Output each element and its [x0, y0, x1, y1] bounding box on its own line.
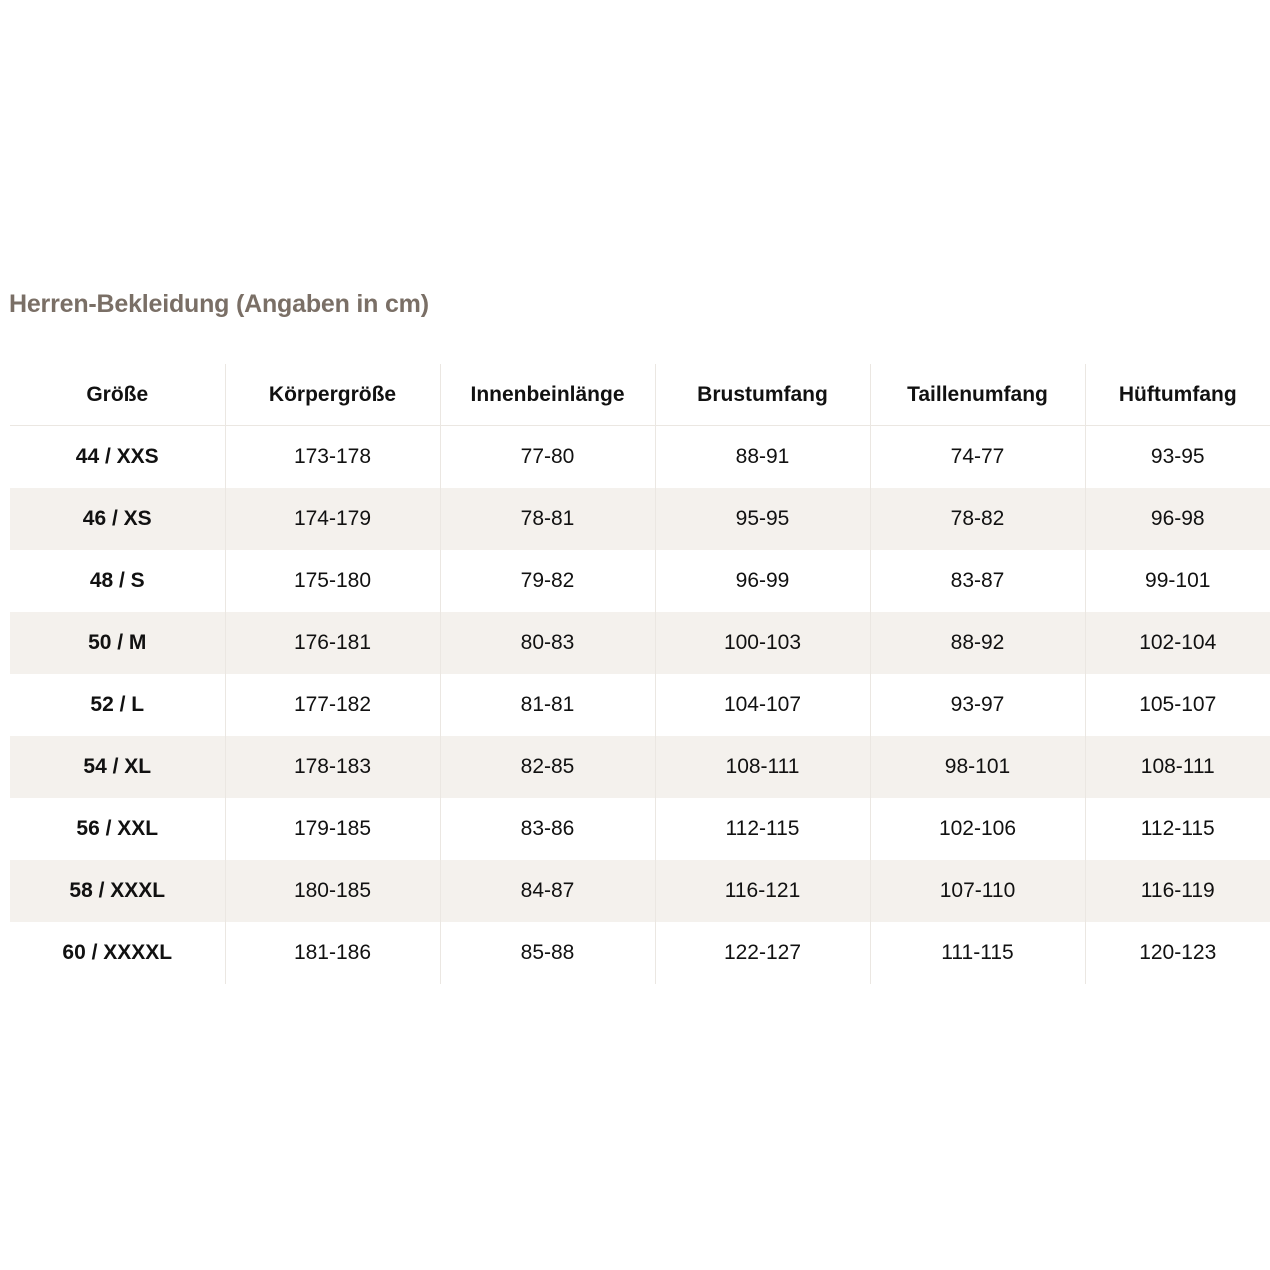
hip-cell: 112-115 — [1085, 798, 1270, 860]
chest-cell: 100-103 — [655, 612, 870, 674]
header-body-height: Körpergröße — [225, 364, 440, 426]
inseam-cell: 82-85 — [440, 736, 655, 798]
waist-cell: 111-115 — [870, 922, 1085, 984]
hip-cell: 96-98 — [1085, 488, 1270, 550]
waist-cell: 83-87 — [870, 550, 1085, 612]
waist-cell: 78-82 — [870, 488, 1085, 550]
size-cell: 56 / XXL — [76, 817, 159, 840]
size-cell: 54 / XL — [10, 736, 225, 798]
chest-cell: 104-107 — [655, 674, 870, 736]
table-row — [10, 550, 1270, 612]
waist-cell: 93-97 — [870, 674, 1085, 736]
chest-cell: 88-91 — [655, 426, 870, 489]
header-waist: Taillenumfang — [870, 364, 1085, 426]
hip-cell: 120-123 — [1085, 922, 1270, 984]
body-height-cell: 175-180 — [225, 550, 440, 612]
size-cell: 58 / XXXL — [10, 860, 225, 922]
inseam-cell: 77-80 — [440, 426, 655, 489]
body-height-cell: 181-186 — [225, 922, 440, 984]
size-cell: 52 / L — [90, 693, 145, 716]
inseam-cell: 78-81 — [440, 488, 655, 550]
table-row — [10, 674, 1270, 736]
size-cell: 48 / S — [89, 569, 145, 592]
hip-cell: 99-101 — [1085, 550, 1270, 612]
hip-cell: 93-95 — [1085, 426, 1270, 489]
body-height-cell: 173-178 — [225, 426, 440, 489]
chest-cell: 112-115 — [655, 798, 870, 860]
body-height-cell: 179-185 — [225, 798, 440, 860]
body-height-cell: 180-185 — [225, 860, 440, 922]
table-header-row — [10, 364, 1270, 426]
waist-cell: 102-106 — [870, 798, 1085, 860]
table-row — [10, 922, 1270, 984]
table-row — [10, 612, 1270, 674]
hip-cell: 102-104 — [1085, 612, 1270, 674]
header-hip: Hüftumfang — [1085, 364, 1270, 426]
table-row — [10, 736, 1270, 798]
header-inseam: Innenbeinlänge — [440, 364, 655, 426]
chest-cell: 122-127 — [655, 922, 870, 984]
size-cell: 60 / XXXXL — [62, 941, 173, 964]
body-height-cell: 177-182 — [225, 674, 440, 736]
body-height-cell: 174-179 — [225, 488, 440, 550]
size-table — [10, 364, 1270, 984]
chest-cell: 116-121 — [655, 860, 870, 922]
table-row — [10, 860, 1270, 922]
header-chest: Brustumfang — [655, 364, 870, 426]
inseam-cell: 80-83 — [440, 612, 655, 674]
waist-cell: 107-110 — [870, 860, 1085, 922]
table-row — [10, 798, 1270, 860]
page-title: Herren-Bekleidung (Angaben in cm) — [9, 290, 429, 318]
waist-cell: 88-92 — [870, 612, 1085, 674]
waist-cell: 74-77 — [870, 426, 1085, 489]
inseam-cell: 81-81 — [440, 674, 655, 736]
inseam-cell: 85-88 — [440, 922, 655, 984]
waist-cell: 98-101 — [870, 736, 1085, 798]
inseam-cell: 79-82 — [440, 550, 655, 612]
inseam-cell: 83-86 — [440, 798, 655, 860]
size-cell: 44 / XXS — [75, 445, 159, 468]
body-height-cell: 178-183 — [225, 736, 440, 798]
inseam-cell: 84-87 — [440, 860, 655, 922]
hip-cell: 108-111 — [1085, 736, 1270, 798]
chest-cell: 95-95 — [655, 488, 870, 550]
chest-cell: 96-99 — [655, 550, 870, 612]
size-cell: 50 / M — [10, 612, 225, 674]
table-row — [10, 488, 1270, 550]
chest-cell: 108-111 — [655, 736, 870, 798]
header-size: Größe — [10, 364, 225, 426]
table-row — [10, 426, 1270, 489]
body-height-cell: 176-181 — [225, 612, 440, 674]
hip-cell: 105-107 — [1085, 674, 1270, 736]
hip-cell: 116-119 — [1085, 860, 1270, 922]
size-cell: 46 / XS — [10, 488, 225, 550]
